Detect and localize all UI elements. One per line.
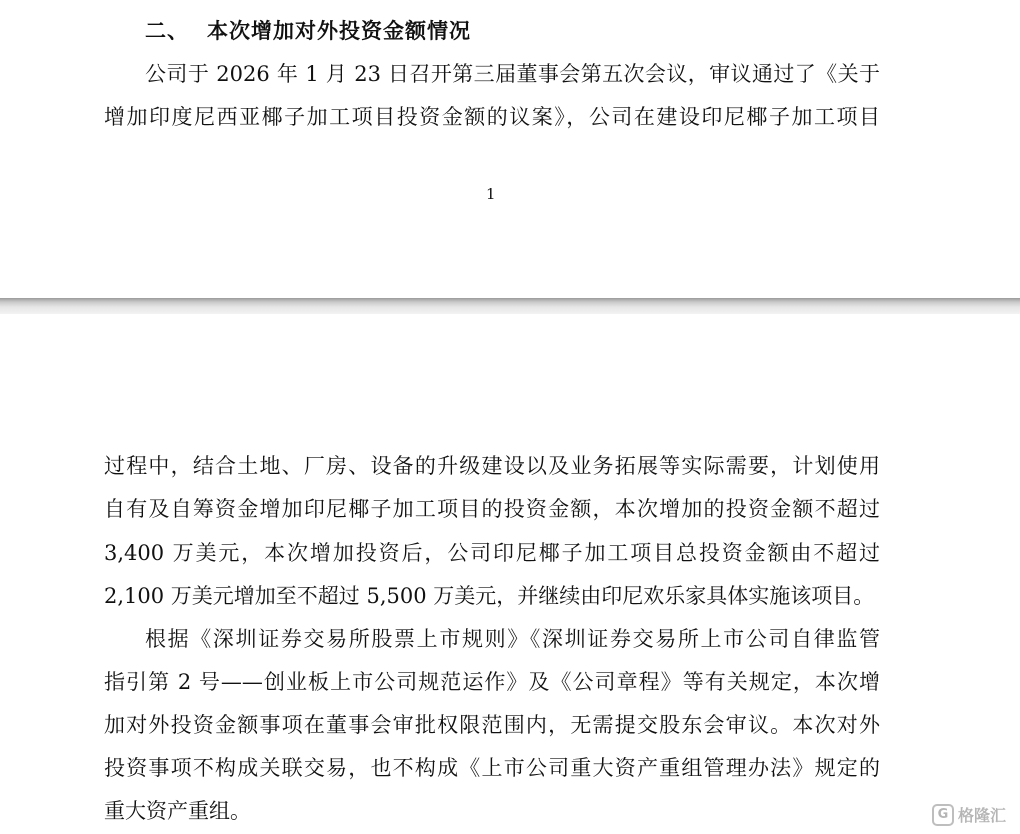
watermark-logo (932, 803, 1006, 826)
document-page-bottom (0, 314, 1020, 834)
paragraph-line: 公司于 2026 年 1 月 23 日召开第三届董事会第五次会议，审议通过了《关于 (145, 62, 880, 86)
section-number: 二、 (145, 19, 189, 43)
paragraph-line: 投资事项不构成关联交易，也不构成《上市公司重大资产重组管理办法》规定的 (104, 756, 880, 780)
section-heading (145, 14, 471, 48)
paragraph-line: 重大资产重组。 (104, 799, 251, 823)
page-number: 1 (486, 185, 496, 203)
watermark-text: 格隆汇 (957, 806, 1006, 825)
paragraph-line: 2,100 万美元增加至不超过 5,500 万美元，并继续由印尼欢乐家具体实施该项目。 (104, 584, 875, 608)
paragraph-line: 3,400 万美元，本次增加投资后，公司印尼椰子加工项目总投资金额由不超过 (104, 541, 880, 565)
paragraph-line: 增加印度尼西亚椰子加工项目投资金额的议案》，公司在建设印尼椰子加工项目 (104, 105, 880, 129)
paragraph-line: 加对外投资金额事项在董事会审批权限范围内，无需提交股东会审议。本次对外 (104, 713, 880, 737)
paragraph-line: 自有及自筹资金增加印尼椰子加工项目的投资金额，本次增加的投资金额不超过 (104, 497, 880, 521)
section-title: 本次增加对外投资金额情况 (207, 19, 471, 43)
paragraph-line: 过程中，结合土地、厂房、设备的升级建设以及业务拓展等实际需要，计划使用 (104, 454, 880, 478)
document-page-top (0, 0, 1020, 298)
paragraph-line: 根据《深圳证券交易所股票上市规则》《深圳证券交易所上市公司自律监管 (145, 627, 880, 651)
gelonghui-logo-icon: G (932, 804, 954, 826)
paragraph-line: 指引第 2 号——创业板上市公司规范运作》及《公司章程》等有关规定，本次增 (104, 670, 880, 694)
page-separator (0, 298, 1020, 314)
